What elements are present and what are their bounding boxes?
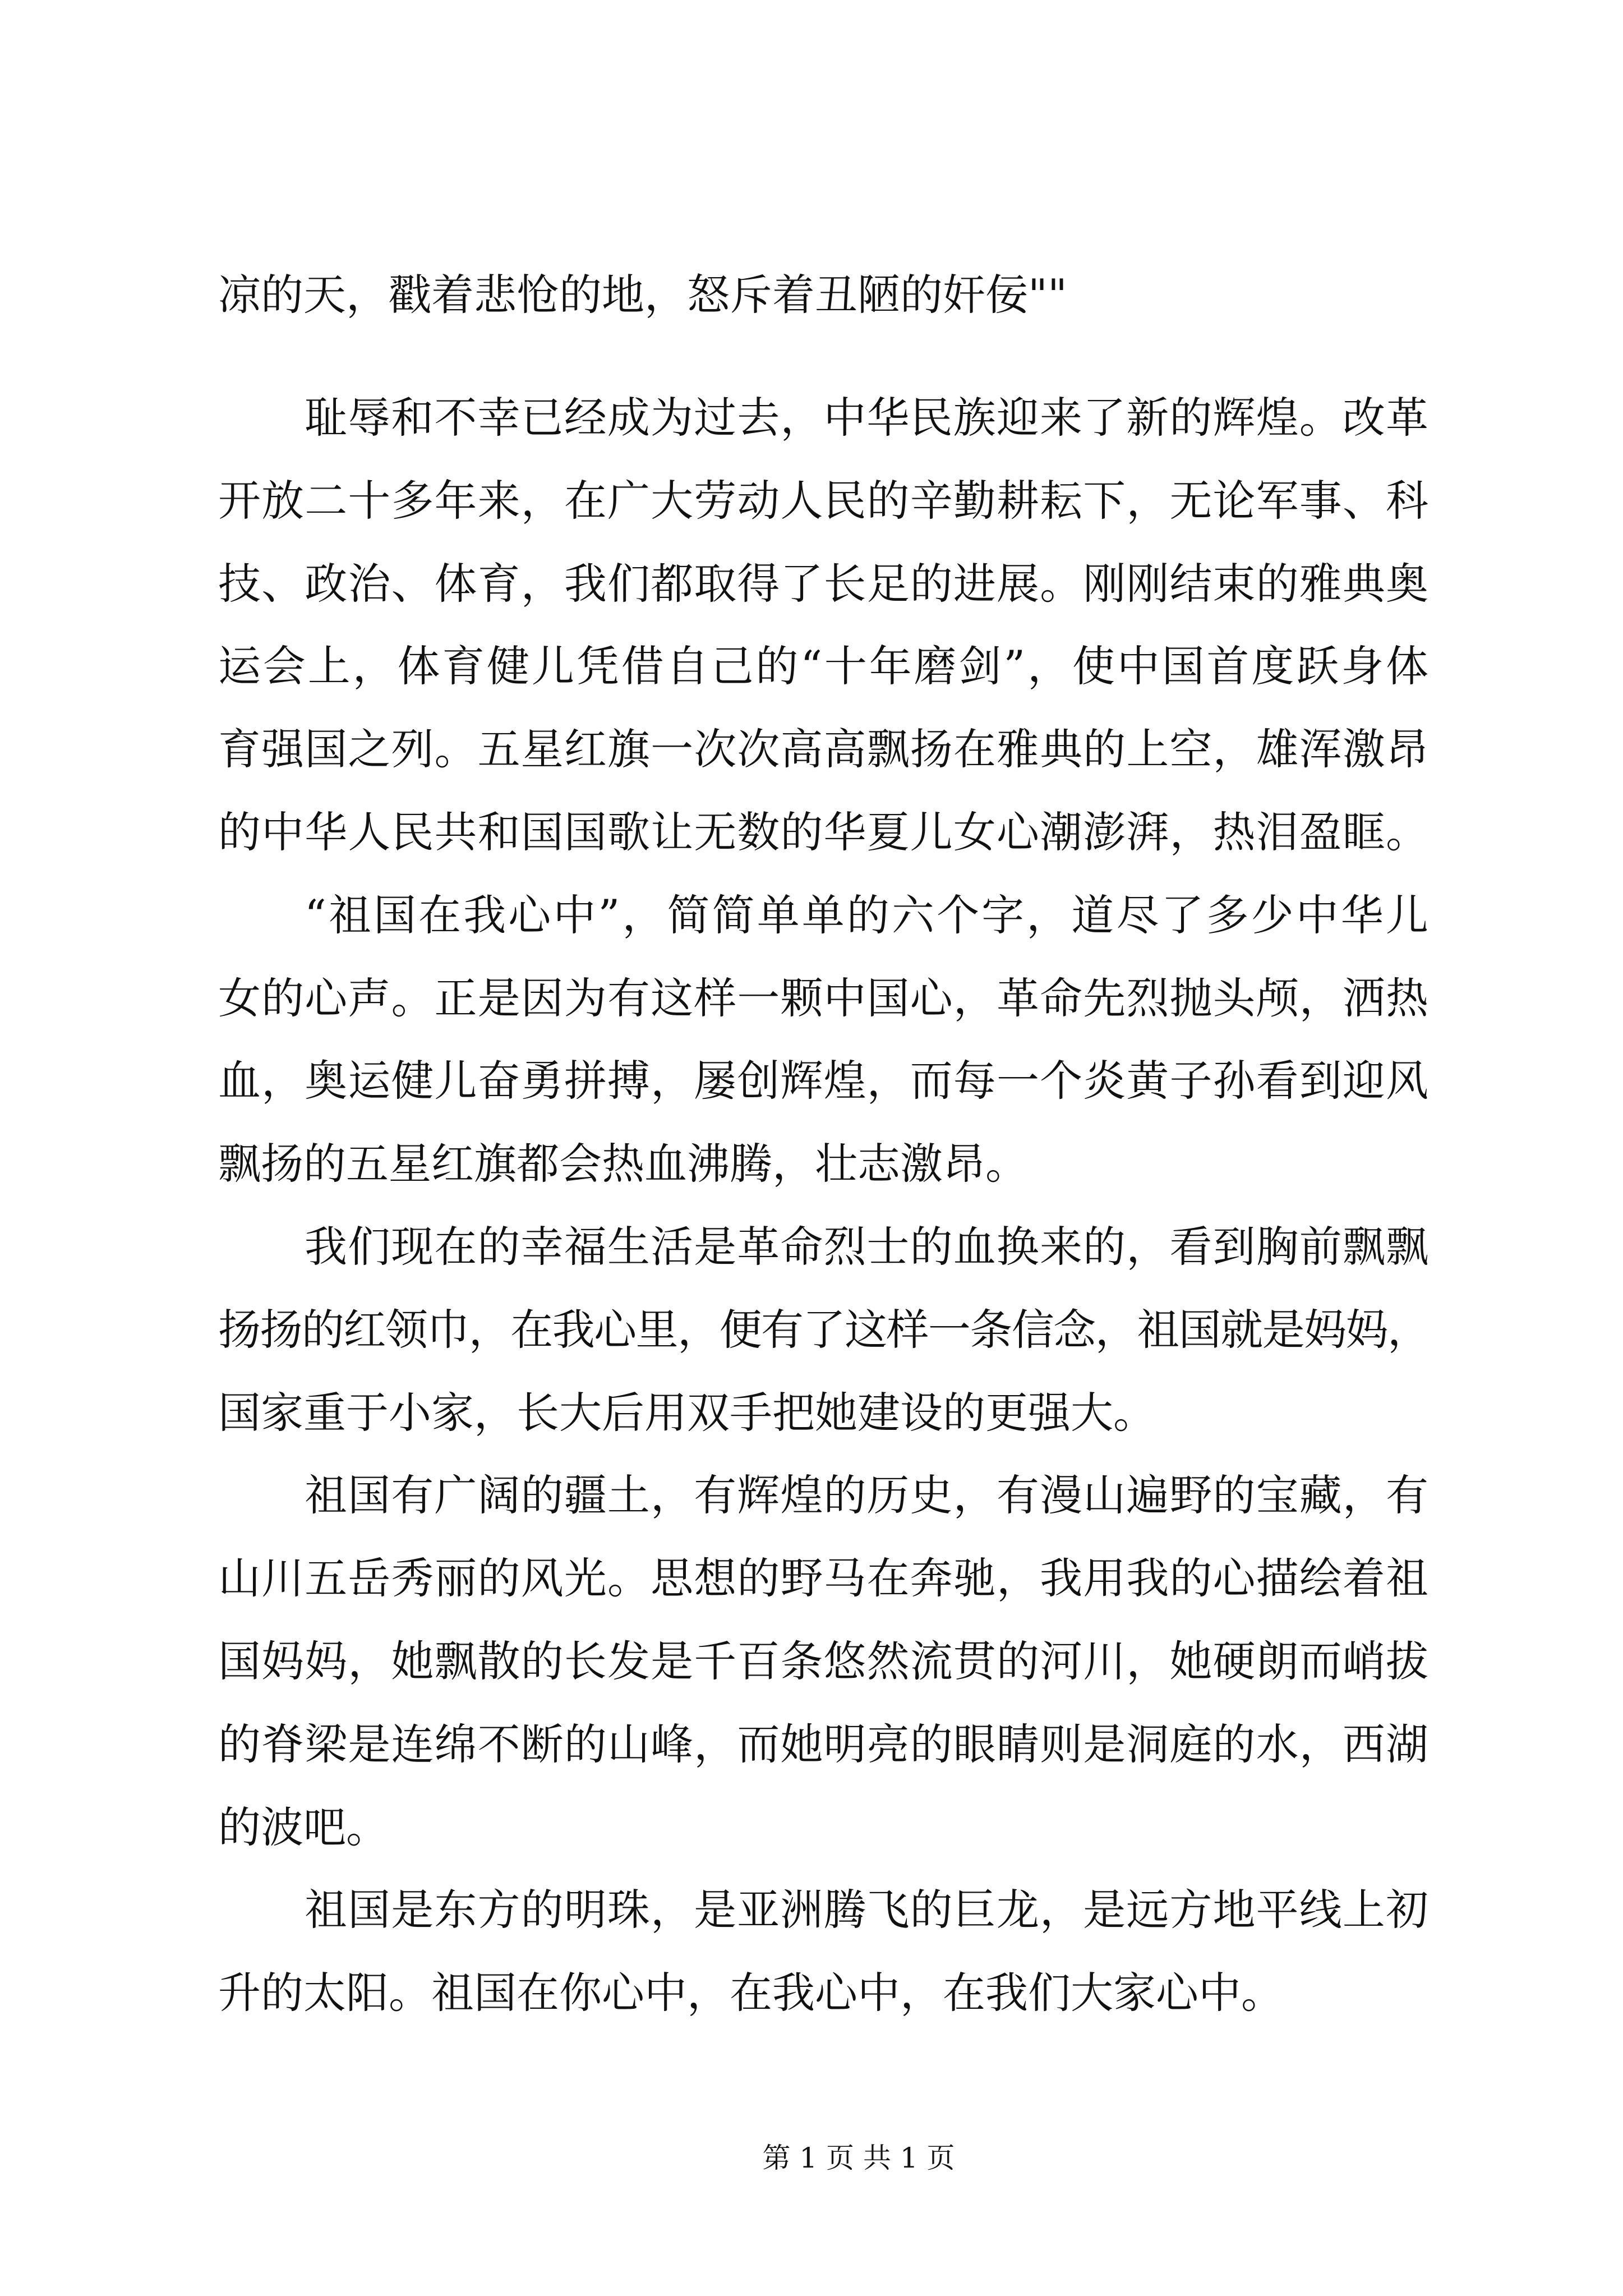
paragraph: [218, 1869, 1428, 2035]
text-line: 育强国之列。五星红旗一次次高高飘扬在雅典的上空，雄浑激昂: [218, 724, 1428, 775]
text-line: 的波吧。: [218, 1802, 389, 1852]
text-line: 山川五岳秀丽的风光。思想的野马在奔驰，我用我的心描绘着祖: [218, 1553, 1428, 1604]
text-line: 女的心声。正是因为有这样一颗中国心，革命先烈抛头颅，洒热: [218, 973, 1428, 1023]
text-line: 技、政治、体育，我们都取得了长足的进展。刚刚结束的雅典奥: [218, 558, 1428, 609]
text-line: “祖国在我心中”，简简单单的六个字，道尽了多少中华儿: [305, 890, 1428, 940]
text-line: 的脊梁是连绵不断的山峰，而她明亮的眼睛则是洞庭的水，西湖: [218, 1719, 1428, 1769]
text-line: 运会上，体育健儿凭借自己的“十年磨剑”，使中国首度跃身体: [218, 641, 1428, 692]
text-line: 国家重于小家，长大后用双手把她建设的更强大。: [218, 1387, 1156, 1438]
text-line: 国妈妈，她飘散的长发是千百条悠然流贯的河川，她硬朗而峭拔: [218, 1636, 1428, 1686]
paragraph: [218, 1205, 1428, 1454]
text-line: 扬扬的红领巾，在我心里，便有了这样一条信念，祖国就是妈妈，: [218, 1304, 1428, 1355]
paragraph: [218, 1454, 1428, 1869]
page-footer: 第 1 页 共 1 页: [762, 2142, 955, 2174]
text-line: 升的太阳。祖国在你心中，在我心中，在我们大家心中。: [218, 1968, 1284, 2018]
text-line: 开放二十多年来，在广大劳动人民的辛勤耕耘下，无论军事、科: [218, 475, 1428, 526]
paragraph: [218, 376, 1428, 874]
text-line: 祖国有广阔的疆土，有辉煌的历史，有漫山遍野的宝藏，有: [305, 1470, 1428, 1521]
paragraph: [218, 874, 1428, 1205]
text-line: 血，奥运健儿奋勇拼搏，屡创辉煌，而每一个炎黄子孙看到迎风: [218, 1056, 1428, 1106]
text-line: 耻辱和不幸已经成为过去，中华民族迎来了新的辉煌。改革: [305, 393, 1428, 443]
text-line: 的中华人民共和国国歌让无数的华夏儿女心潮澎湃，热泪盈眶。: [218, 807, 1428, 857]
paragraph: [218, 254, 1428, 337]
text-line: 祖国是东方的明珠，是亚洲腾飞的巨龙，是远方地平线上初: [305, 1885, 1428, 1935]
text-line: 我们现在的幸福生活是革命烈士的血换来的，看到胸前飘飘: [305, 1221, 1428, 1272]
text-line: 飘扬的五星红旗都会热血沸腾，壮志激昂。: [218, 1139, 1028, 1189]
text-line: 凉的天，戳着悲怆的地，怒斥着丑陋的奸佞"": [218, 270, 1067, 320]
body-text: [218, 376, 1428, 2035]
